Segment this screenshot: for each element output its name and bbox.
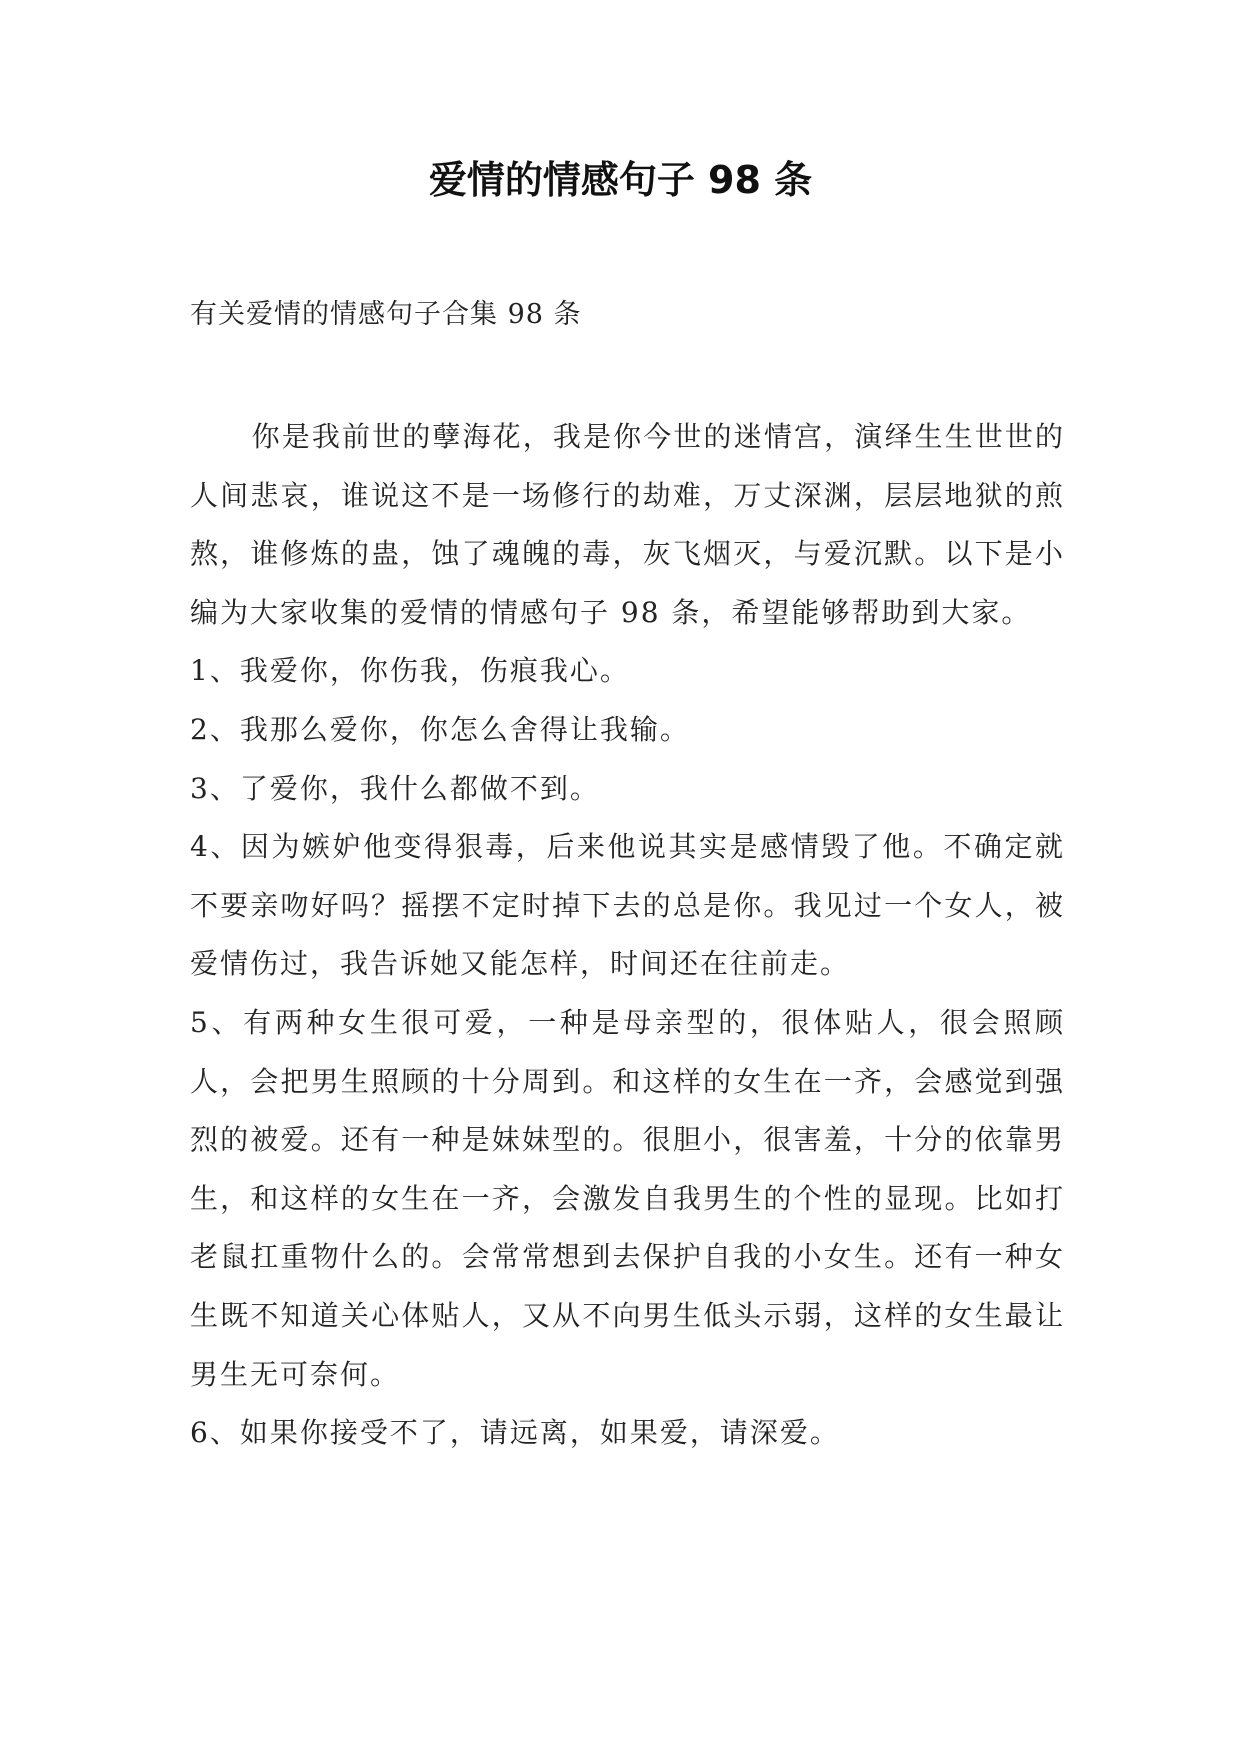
list-item: 5、有两种女生很可爱，一种是母亲型的，很体贴人，很会照顾人，会把男生照顾的十分周到。和这样的女生在一齐，会感觉到强烈的被爱。还有一种是妹妹型的。很胆小，很害羞，十分的依靠男生，和这样的女生在一齐，会激发自我男生的个性的显现。比如打老鼠扛重物什么的。会常常想到去保护自我的小女生。还有一种女生既不知道关心体贴人，又从不向男生低头示弱，这样的女生最让男生无可奈何。: [190, 1005, 1065, 1391]
document-subtitle: 有关爱情的情感句子合集 98 条: [190, 299, 582, 330]
list-item: 1、我爱你，你伤我，伤痕我心。: [190, 654, 630, 688]
intro-paragraph: 你是我前世的孽海花，我是你今世的迷情宫，演绎生生世世的人间悲哀，谁说这不是一场修行的劫难，万丈深渊，层层地狱的煎熬，谁修炼的蛊，蚀了魂魄的毒，灰飞烟灭，与爱沉默。以下是小编为大家收集的爱情的情感句子 98 条，希望能够帮助到大家。: [190, 420, 1065, 629]
document-body: [190, 408, 1065, 1463]
list-item: 6、如果你接受不了，请远离，如果爱，请深爱。: [190, 1416, 840, 1450]
list-item: 4、因为嫉妒他变得狠毒，后来他说其实是感情毁了他。不确定就不要亲吻好吗？摇摆不定时掉下去的总是你。我见过一个女人，被爱情伤过，我告诉她又能怎样，时间还在往前走。: [190, 830, 1065, 981]
list-item: 3、了爱你，我什么都做不到。: [190, 771, 600, 805]
document-title: 爱情的情感句子 98 条: [428, 158, 813, 202]
list-item: 2、我那么爱你，你怎么舍得让我输。: [190, 712, 690, 746]
